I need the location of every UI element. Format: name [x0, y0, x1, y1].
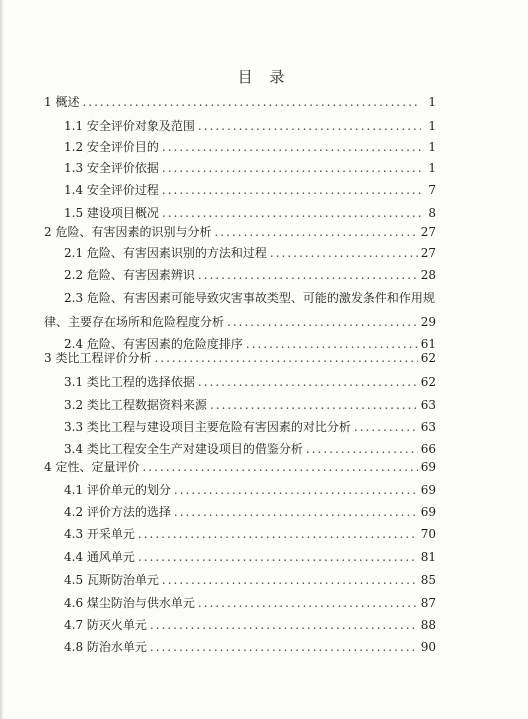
- toc-entry-2-1[interactable]: [64, 246, 436, 260]
- toc-entry-1-4[interactable]: [64, 183, 436, 197]
- toc-entry-3[interactable]: [44, 351, 436, 365]
- toc-entry-label: 2.4 危险、有害因素的危险度排序: [64, 337, 243, 351]
- toc-entry-4-5[interactable]: [64, 573, 436, 587]
- dot-leader: [142, 460, 417, 474]
- toc-entry-label: 4.4 通风单元: [64, 550, 135, 564]
- dot-leader: [162, 140, 421, 154]
- dot-leader: [82, 95, 421, 109]
- page-edge: [0, 0, 4, 719]
- toc-entry-page: 1: [428, 161, 436, 175]
- toc-entry-1-3[interactable]: [64, 161, 436, 175]
- toc-entry-label: 3 类比工程评价分析: [44, 351, 152, 365]
- toc-entry-page: 1: [428, 95, 436, 109]
- toc-entry-page: 63: [420, 420, 436, 434]
- toc-entry-4[interactable]: [44, 460, 436, 474]
- toc-entry-2-2[interactable]: [64, 268, 436, 282]
- dot-leader: [246, 337, 418, 351]
- toc-entry-2-4[interactable]: [64, 337, 436, 351]
- toc-entry-page: 62: [420, 375, 436, 389]
- toc-entry-label: 2.1 危险、有害因素识别的方法和过程: [64, 246, 267, 260]
- toc-entry-page: 1: [428, 119, 436, 133]
- toc-entry-label: 1.3 安全评价依据: [64, 161, 159, 175]
- toc-entry-label: 4.6 煤尘防治与供水单元: [64, 596, 195, 610]
- toc-entry-page: 85: [420, 573, 436, 587]
- toc-entry-label: 4.5 瓦斯防治单元: [64, 573, 159, 587]
- toc-entry-page: 61: [420, 337, 436, 351]
- toc-entry-4-3[interactable]: [64, 527, 436, 541]
- toc-entry-page: 87: [420, 596, 436, 610]
- dot-leader: [174, 505, 418, 519]
- toc-entry-label: 3.2 类比工程数据资料来源: [64, 398, 207, 412]
- toc-entry-4-1[interactable]: [64, 483, 436, 497]
- dot-leader: [270, 246, 418, 260]
- toc-entry-label: 律、主要存在场所和危险程度分析: [44, 315, 225, 329]
- toc-entry-label: 3.4 类比工程安全生产对建设项目的借鉴分析: [64, 442, 303, 456]
- toc-entry-label: 4.3 开采单元: [64, 527, 135, 541]
- dot-leader: [198, 596, 418, 610]
- toc-entry-page: 1: [428, 140, 436, 154]
- toc-entry-label: 2 危险、有害因素的识别与分析: [44, 225, 212, 239]
- dot-leader: [150, 640, 418, 654]
- dot-leader: [154, 351, 417, 365]
- dot-leader: [174, 483, 418, 497]
- dot-leader: [214, 225, 417, 239]
- toc-entry-label: 4.8 防治水单元: [64, 640, 147, 654]
- dot-leader: [227, 315, 418, 329]
- toc-entry-3-1[interactable]: [64, 375, 436, 389]
- dot-leader: [150, 618, 418, 632]
- dot-leader: [138, 527, 418, 541]
- toc-entry-label: 4.7 防灭火单元: [64, 618, 147, 632]
- toc-entry-label: 3.1 类比工程的选择依据: [64, 375, 195, 389]
- toc-entry-4-2[interactable]: [64, 505, 436, 519]
- toc-entry-3-3[interactable]: [64, 420, 436, 434]
- toc-entry-page: 27: [420, 246, 436, 260]
- toc-entry-3-4[interactable]: [64, 442, 436, 456]
- toc-entry-page: 70: [420, 527, 436, 541]
- toc-entry-2-3-first-line[interactable]: 2.3 危险、有害因素可能导致灾害事故类型、可能的激发条件和作用规: [64, 291, 435, 305]
- toc-entry-page: 66: [420, 442, 436, 456]
- toc-entry-4-7[interactable]: [64, 618, 436, 632]
- dot-leader: [210, 398, 418, 412]
- toc-entry-page: 90: [420, 640, 436, 654]
- dot-leader: [162, 161, 421, 175]
- dot-leader: [354, 420, 418, 434]
- toc-entry-page: 8: [428, 206, 436, 220]
- toc-entry-4-6[interactable]: [64, 596, 436, 610]
- toc-entry-2-3[interactable]: [44, 315, 436, 329]
- toc-entry-page: 63: [420, 398, 436, 412]
- toc-entry-1-2[interactable]: [64, 140, 436, 154]
- dot-leader: [138, 550, 418, 564]
- toc-entry-label: 3.3 类比工程与建设项目主要危险有害因素的对比分析: [64, 420, 351, 434]
- toc-entry-page: 62: [420, 351, 436, 365]
- toc-entry-1-5[interactable]: [64, 206, 436, 220]
- toc-entry-page: 27: [420, 225, 436, 239]
- toc-entry-label: 1.1 安全评价对象及范围: [64, 119, 195, 133]
- toc-entry-page: 88: [420, 618, 436, 632]
- dot-leader: [162, 206, 421, 220]
- toc-entry-label: 4.2 评价方法的选择: [64, 505, 171, 519]
- dot-leader: [198, 268, 418, 282]
- toc-entry-page: 29: [420, 315, 436, 329]
- toc-entry-label: 4.1 评价单元的划分: [64, 483, 171, 497]
- page-title: 目 录: [237, 68, 291, 86]
- toc-entry-page: 81: [420, 550, 436, 564]
- toc-entry-1-1[interactable]: [64, 119, 436, 133]
- toc-entry-page: 28: [420, 268, 436, 282]
- toc-entry-2[interactable]: [44, 225, 436, 239]
- toc-entry-1[interactable]: [44, 95, 436, 109]
- toc-entry-page: 7: [428, 183, 436, 197]
- dot-leader: [198, 375, 418, 389]
- toc-entry-label: 4 定性、定量评价: [44, 460, 140, 474]
- toc-entry-page: 69: [420, 460, 436, 474]
- dot-leader: [198, 119, 421, 133]
- dot-leader: [162, 573, 418, 587]
- toc-entry-4-8[interactable]: [64, 640, 436, 654]
- toc-entry-label: 2.2 危险、有害因素辨识: [64, 268, 195, 282]
- toc-entry-label: 1.4 安全评价过程: [64, 183, 159, 197]
- toc-entry-page: 69: [420, 505, 436, 519]
- toc-entry-label: 1.2 安全评价目的: [64, 140, 159, 154]
- dot-leader: [162, 183, 421, 197]
- toc-entry-3-2[interactable]: [64, 398, 436, 412]
- toc-entry-label: 1 概述: [44, 95, 80, 109]
- toc-entry-4-4[interactable]: [64, 550, 436, 564]
- toc-entry-label: 1.5 建设项目概况: [64, 206, 159, 220]
- dot-leader: [306, 442, 418, 456]
- toc-entry-page: 69: [420, 483, 436, 497]
